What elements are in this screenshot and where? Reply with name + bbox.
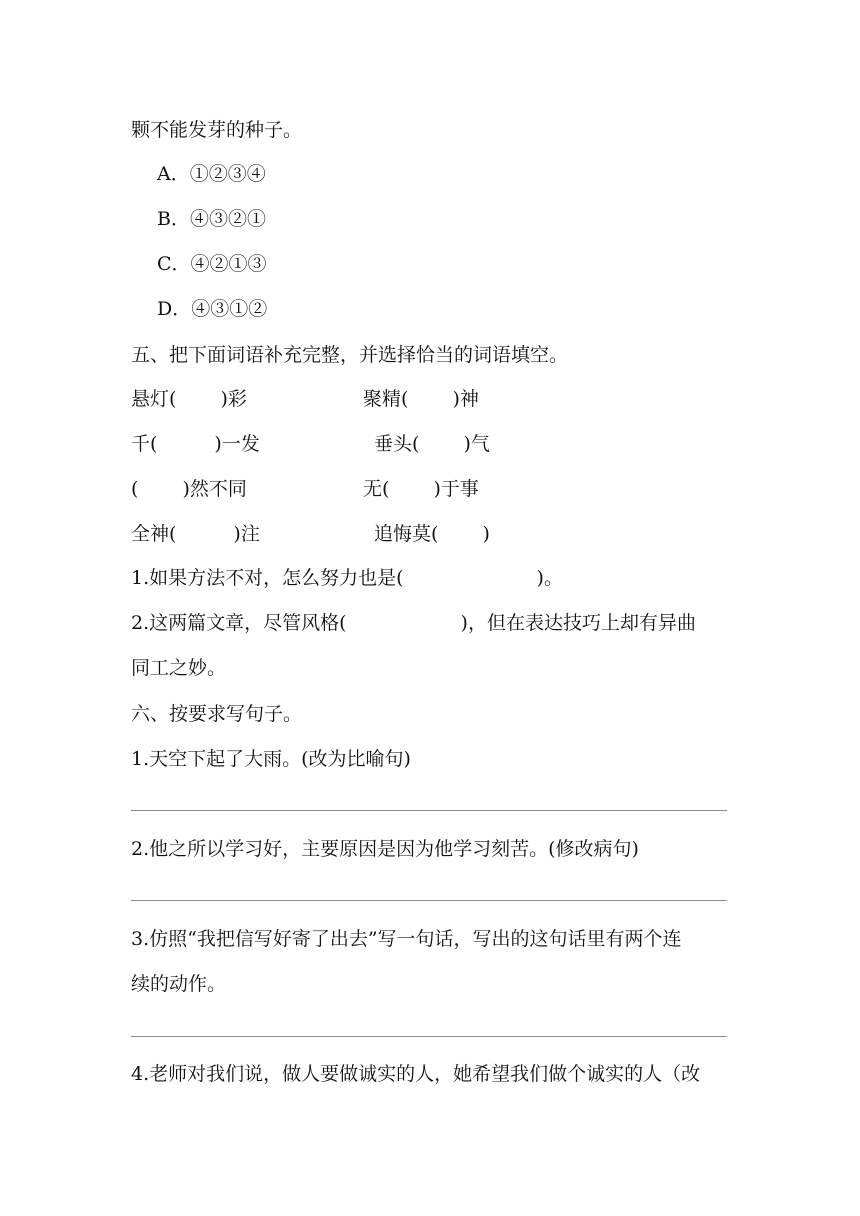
fill-sentence-1: 1.如果方法不对，怎么努力也是( )。 — [131, 567, 563, 589]
option-a: A．①②③④ — [157, 163, 266, 185]
idiom-item: 追悔莫( ) — [374, 523, 490, 545]
sentence-task-3: 3.仿照“我把信写好寄了出去”写一句话，写出的这句话里有两个连 — [131, 928, 682, 950]
answer-line[interactable] — [131, 1036, 727, 1037]
answer-line[interactable] — [131, 900, 727, 901]
idiom-item: 悬灯( )彩 — [131, 388, 247, 410]
sentence-task-2: 2.他之所以学习好，主要原因是因为他学习刻苦。(修改病句) — [131, 838, 639, 860]
option-c: C．④②①③ — [157, 253, 267, 275]
fill-sentence-2: 2.这两篇文章，尽管风格( )，但在表达技巧上却有异曲 — [131, 612, 696, 634]
option-d: D．④③①② — [157, 298, 268, 320]
section-5-title: 五、把下面词语补充完整，并选择恰当的词语填空。 — [131, 344, 569, 366]
fill-sentence-2-cont: 同工之妙。 — [131, 657, 227, 679]
sentence-task-3-cont: 续的动作。 — [131, 973, 227, 995]
idiom-item: 全神( )注 — [131, 523, 260, 545]
sentence-task-4: 4.老师对我们说，做人要做诚实的人，她希望我们做个诚实的人（改 — [131, 1063, 701, 1085]
answer-line[interactable] — [131, 810, 727, 811]
sentence-task-1: 1.天空下起了大雨。(改为比喻句) — [131, 748, 411, 770]
idiom-item: 聚精( )神 — [363, 388, 479, 410]
idiom-item: 千( )一发 — [131, 433, 260, 455]
section-6-title: 六、按要求写句子。 — [131, 703, 303, 725]
option-b: B．④③②① — [157, 208, 266, 230]
idiom-item: 垂头( )气 — [374, 433, 490, 455]
text-line: 颗不能发芽的种子。 — [131, 119, 303, 141]
idiom-item: ( )然不同 — [131, 478, 247, 500]
idiom-item: 无( )于事 — [363, 478, 479, 500]
